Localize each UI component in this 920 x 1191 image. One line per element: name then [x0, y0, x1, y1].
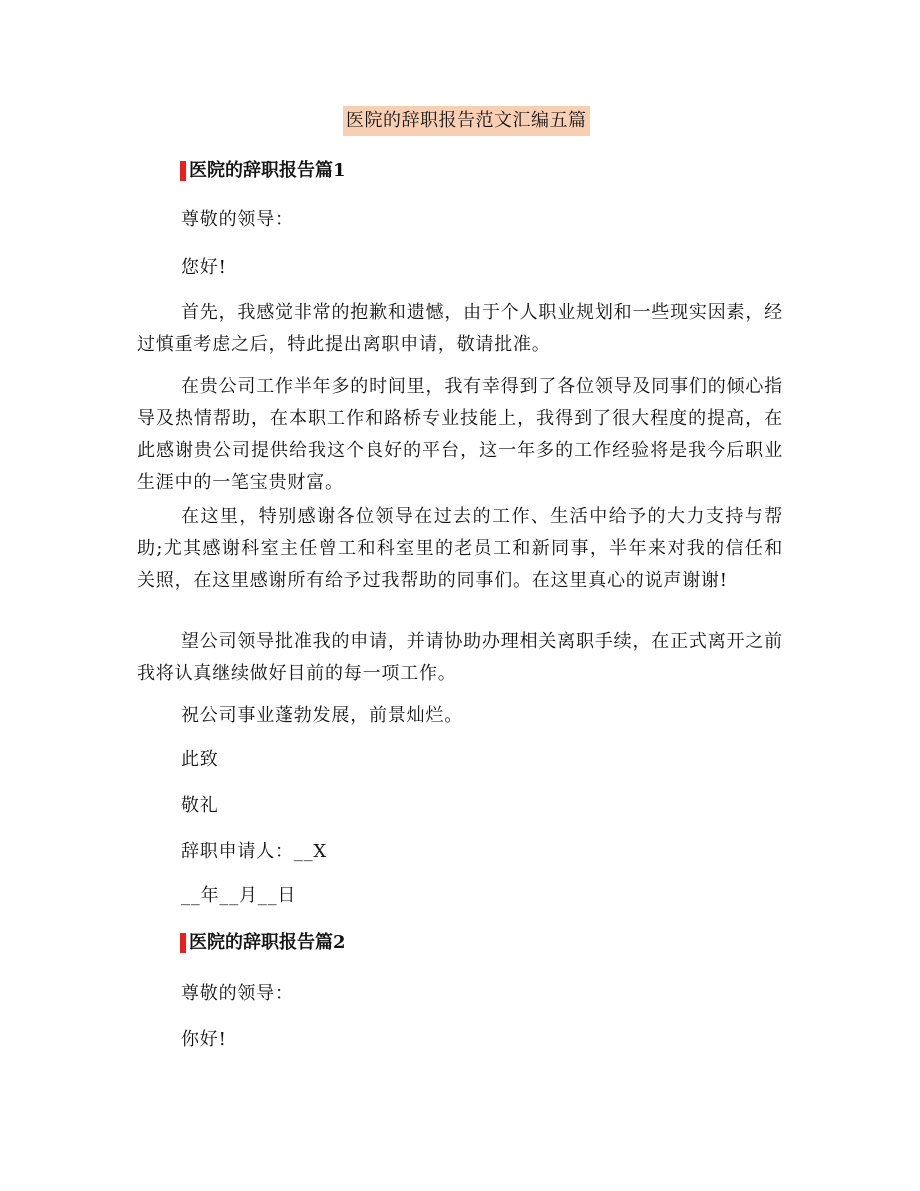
greeting-2: 你好! — [181, 1029, 227, 1050]
section-heading-1-text: 医院的辞职报告篇1 — [189, 160, 346, 181]
paragraph-1: 首先，我感觉非常的抱歉和遗憾，由于个人职业规划和一些现实因素，经过慎重考虑之后，特此提出离职申请，敬请批准。 — [137, 302, 783, 355]
paragraph-4: 望公司领导批准我的申请，并请协助办理相关离职手续，在正式离开之前我将认真继续做好目前的每一项工作。 — [137, 631, 783, 684]
date-line: __年__月__日 — [181, 885, 297, 906]
section-heading-1 — [180, 158, 346, 184]
wish-line: 祝公司事业蓬勃发展，前景灿烂。 — [181, 705, 463, 726]
signature-line: 辞职申请人：__X — [181, 841, 328, 862]
closing-line-2: 敬礼 — [181, 795, 219, 816]
heading-marker-icon — [180, 933, 186, 953]
paragraph-2: 在贵公司工作半年多的时间里，我有幸得到了各位领导及同事们的倾心指导及热情帮助，在本职工作和路桥专业技能上，我得到了很大程度的提高，在此感谢贵公司提供给我这个良好的平台，这一年多的工作经验将是我今后职业生涯中的一笔宝贵财富。 — [137, 376, 783, 493]
paragraph-3: 在这里，特别感谢各位领导在过去的工作、生活中给予的大力支持与帮助;尤其感谢科室主任曾工和科室里的老员工和新同事，半年来对我的信任和关照，在这里感谢所有给予过我帮助的同事们。在这里真心的说声谢谢! — [137, 506, 783, 591]
greeting-1: 您好! — [181, 257, 227, 278]
salutation-2: 尊敬的领导： — [181, 983, 294, 1004]
document-title: 医院的辞职报告范文汇编五篇 — [343, 106, 590, 136]
heading-marker-icon — [180, 161, 186, 181]
section-heading-2-text: 医院的辞职报告篇2 — [189, 932, 346, 953]
salutation-1: 尊敬的领导： — [181, 209, 294, 230]
section-heading-2 — [180, 930, 346, 956]
closing-line-1: 此致 — [181, 749, 219, 770]
